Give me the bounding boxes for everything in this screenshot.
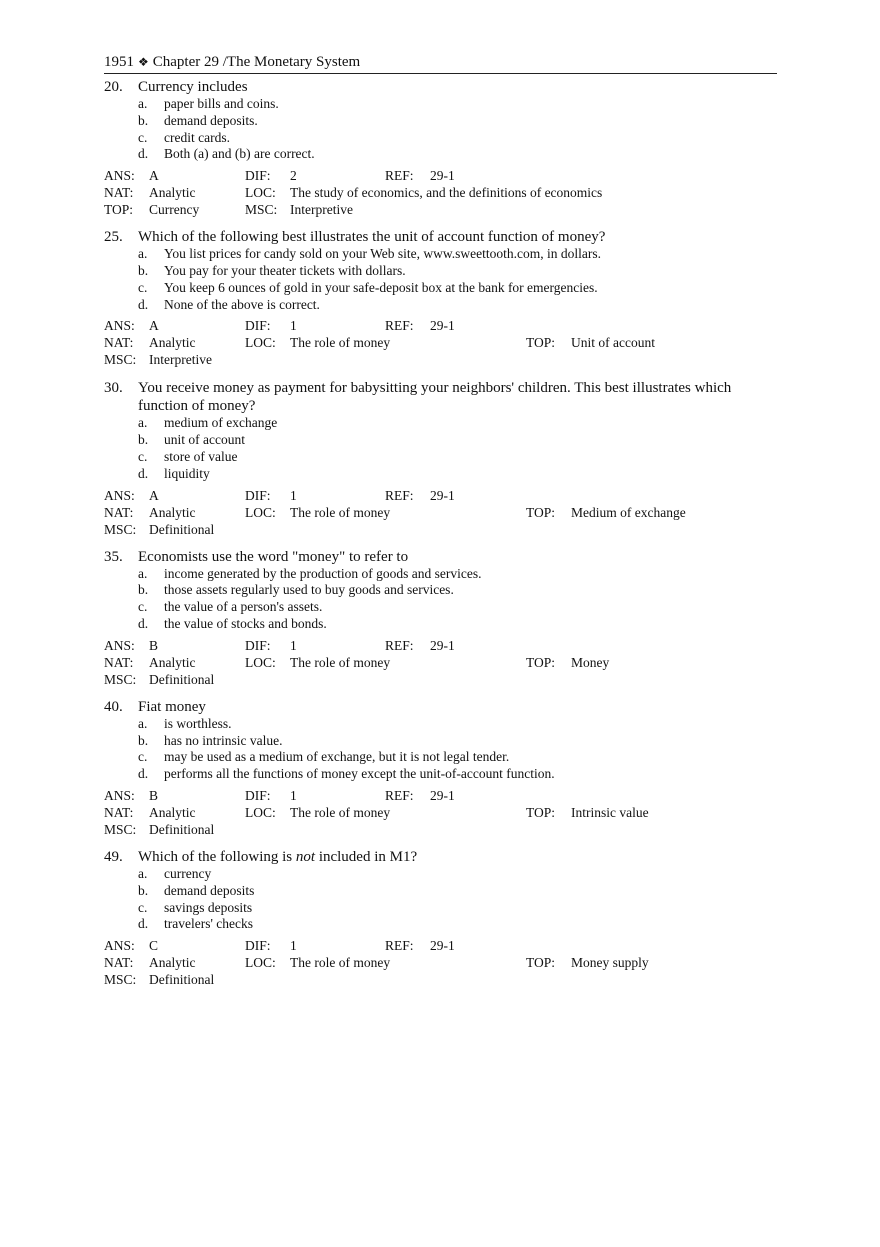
choice-b: b. has no intrinsic value. — [138, 732, 283, 748]
question-40 — [104, 698, 777, 839]
choice-b: b. You pay for your theater tickets with dollars. — [138, 262, 406, 278]
choice-a: a. currency — [138, 865, 212, 881]
choice-c: c. savings deposits — [138, 899, 253, 915]
choice-c: c. store of value — [138, 448, 238, 464]
answer-metadata: ANS: A DIF: 1 REF: 29-1 NAT: Analytic LOC: The role of money TOP: Unit of account MSC: Interpretive — [104, 318, 655, 368]
question-stem: You receive money as payment for babysitting your neighbors' children. This best illustrates which function of money? — [138, 380, 732, 415]
choice-b: b. demand deposits. — [138, 112, 258, 128]
question-number: 40. — [104, 698, 123, 715]
answer-value: C — [149, 938, 159, 954]
choice-list — [138, 566, 777, 633]
choice-list — [138, 716, 777, 783]
chapter-title: Chapter 29 /The Monetary System — [152, 54, 361, 70]
answer-value: B — [149, 787, 159, 803]
choice-a: a. medium of exchange — [138, 415, 278, 431]
question-number: 20. — [104, 79, 123, 95]
choice-b: b. demand deposits — [138, 882, 255, 898]
choice-a: a. paper bills and coins. — [138, 96, 279, 111]
document-page — [104, 52, 777, 989]
choice-list — [138, 96, 777, 163]
question-number: 35. — [104, 548, 123, 565]
question-30 — [104, 379, 777, 538]
choice-b: b. unit of account — [138, 432, 245, 448]
question-35 — [104, 548, 777, 689]
choice-d: d. travelers' checks — [138, 916, 254, 932]
question-stem: Currency includes — [138, 79, 248, 95]
choice-b: b. those assets regularly used to buy goods and services. — [138, 582, 454, 598]
choice-d: d. liquidity — [138, 465, 210, 481]
question-stem: Which of the following best illustrates the unit of account function of money? — [138, 229, 606, 246]
answer-value: A — [149, 487, 159, 503]
emphasis-not: not — [295, 848, 316, 865]
answer-value: B — [149, 637, 159, 653]
choice-d: d. None of the above is correct. — [138, 296, 320, 312]
answer-metadata: ANS: B DIF: 1 REF: 29-1 NAT: Analytic LOC: The role of money TOP: Intrinsic value MSC: Definitional — [104, 787, 649, 837]
choice-d: d. Both (a) and (b) are correct. — [138, 146, 315, 162]
choice-list — [138, 866, 777, 933]
answer-value: A — [149, 318, 159, 334]
choice-list — [138, 246, 777, 313]
page-header — [104, 52, 777, 74]
choice-a: a. You list prices for candy sold on your Web site, www.sweettooth.com, in dollars. — [138, 246, 601, 262]
question-stem: Which of the following is not included in M1? — [138, 848, 418, 865]
choice-a: a. income generated by the production of goods and services. — [138, 565, 482, 581]
choice-list — [138, 415, 777, 482]
answer-value: A — [149, 168, 159, 184]
question-number: 30. — [104, 380, 123, 397]
question-number: 49. — [104, 848, 123, 865]
question-49 — [104, 848, 777, 989]
answer-metadata: ANS: B DIF: 1 REF: 29-1 NAT: Analytic LOC: The role of money TOP: Money MSC: Definitional — [104, 637, 610, 687]
choice-c: c. You keep 6 ounces of gold in your safe-deposit box at the bank for emergencies. — [138, 279, 598, 295]
question-number: 25. — [104, 229, 123, 246]
question-stem: Economists use the word "money" to refer to — [138, 548, 409, 565]
answer-metadata: ANS: C DIF: 1 REF: 29-1 NAT: Analytic LOC: The role of money TOP: Money supply MSC: Definitional — [104, 938, 649, 988]
choice-c: c. the value of a person's assets. — [138, 599, 323, 615]
choice-c: c. may be used as a medium of exchange, but it is not legal tender. — [138, 749, 510, 765]
page-number: 1951 — [104, 54, 134, 70]
question-25 — [104, 228, 777, 369]
answer-metadata: ANS: A DIF: 2 REF: 29-1 NAT: Analytic LOC: The study of economics, and the definitions of economics TOP: Currency MSC: Interpretive — [104, 168, 603, 218]
choice-c: c. credit cards. — [138, 129, 230, 145]
question-20 — [104, 78, 777, 219]
choice-d: d. the value of stocks and bonds. — [138, 615, 327, 631]
diamond-separator-icon: ❖ — [138, 55, 149, 69]
choice-d: d. performs all the functions of money except the unit-of-account function. — [138, 766, 555, 782]
question-stem: Fiat money — [138, 698, 206, 715]
answer-metadata: ANS: A DIF: 1 REF: 29-1 NAT: Analytic LOC: The role of money TOP: Medium of exchange MSC: Definitional — [104, 487, 686, 537]
choice-a: a. is worthless. — [138, 715, 232, 731]
